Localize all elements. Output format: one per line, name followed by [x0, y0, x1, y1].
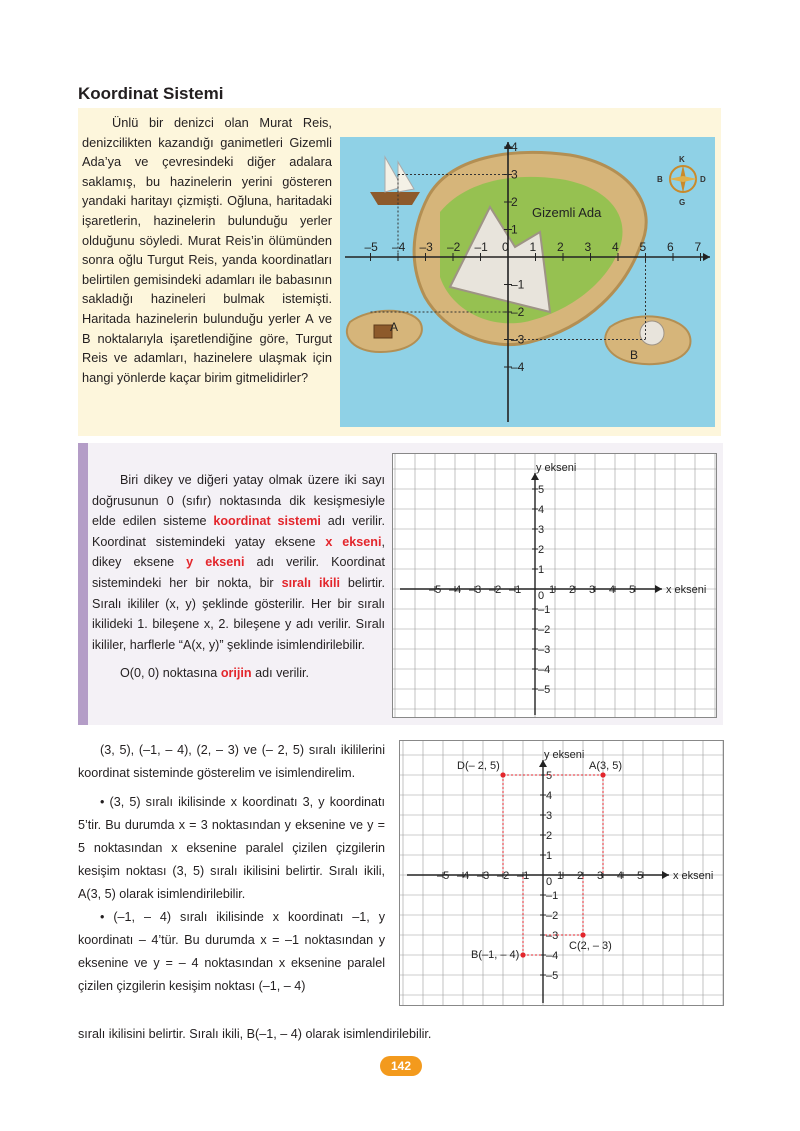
map-x-tick-label: –1 — [474, 240, 488, 254]
y-tick-label: 3 — [546, 810, 553, 822]
map-x-tick-label: –4 — [392, 240, 406, 254]
y-tick-label: –1 — [538, 604, 551, 616]
point-label: B(–1, – 4) — [471, 949, 520, 961]
x-tick-label: –5 — [429, 584, 442, 596]
map-y-tick-label: 2 — [511, 195, 518, 209]
map-y-tick-label: –4 — [511, 360, 525, 374]
y-tick-label: –4 — [538, 664, 551, 676]
term-sirali-ikili: sıralı ikili — [281, 575, 340, 590]
x-axis-label: x ekseni — [673, 870, 714, 882]
y-axis-label: y ekseni — [536, 462, 577, 474]
y-tick-label: –5 — [538, 684, 551, 696]
y-tick-label: –5 — [546, 970, 559, 982]
x-tick-label: 3 — [589, 584, 596, 596]
x-tick-label: 3 — [597, 870, 604, 882]
map-y-tick-label: –1 — [511, 277, 525, 292]
map-x-tick-label: 1 — [529, 240, 537, 254]
island-label: Gizemli Ada — [532, 205, 602, 220]
data-point — [600, 772, 605, 777]
coordinate-grid-1 — [392, 453, 717, 718]
y-tick-label: 1 — [546, 850, 553, 862]
x-tick-label: –4 — [449, 584, 462, 596]
term-x-ekseni: x ekseni — [325, 534, 382, 549]
x-tick-label: –5 — [437, 870, 450, 882]
term-koordinat-sistemi: koordinat sistemi — [213, 514, 321, 529]
x-tick-label: 5 — [637, 870, 644, 882]
y-tick-label: 5 — [538, 484, 545, 496]
treasure-map — [340, 137, 715, 427]
map-y-tick-label: 3 — [511, 167, 518, 182]
map-point-b: B — [630, 348, 639, 362]
story-text: Ünlü bir denizci olan Murat Reis, denizcilikten kazandığı ganimetleri Gizemli Ada’ya ve çevresindeki diğer adalara saklamış, bu hazinelerin yerini gösteren yandaki haritayı çizmişti. Oğluna, haritadaki işaretlerin, hazinelerin bulunduğu yerler olduğunu söyledi. Murat Reis’in ölümünden sonra oğlu Turgut Reis, yanda koordinatları belirtilen gemisindeki adamları ile babasının sakladığı hazineleri bulmak istemişti. Haritada hazinelerin bulunduğu yerler A ve B noktalarıyla işaretlendiğine göre, Turgut Reis ve adamları, hazinelere ulaşmak için hangi yönlerde kaçar birim gitmelidirler? — [82, 115, 332, 385]
page-title: Koordinat Sistemi — [78, 84, 224, 103]
map-y-tick-label: 1 — [511, 222, 518, 237]
map-x-tick-label: 2 — [557, 240, 564, 254]
svg-text:K: K — [679, 155, 685, 164]
map-x-tick-label: –2 — [447, 240, 461, 254]
term-orijin: orijin — [220, 666, 252, 681]
x-axis-arrow — [662, 871, 669, 879]
definition-text: Biri dikey ve diğeri yatay olmak üzere iki sayı doğrusunun 0 (sıfır) noktasında dik kesişmesiyle elde edilen sisteme koordinat sistemi adı verilir. Koordinat sistemindeki yatay eksene x ekseni, dikey eksene y ekseni adı verilir. Koordinat sistemindeki her bir nokta, bir sıralı ikili belirtir. Sıralı ikililer (x, y) şeklinde gösterilir. Her bir sıralı ikilideki 1. bileşene x, 2. bileşene y adı verilir. Sıralı ikililer, harflerle “A(x, y)” şeklinde isimlendirilebilir. O(0, 0) noktasına orijin adı verilir. — [92, 473, 386, 681]
x-tick-label: 0 — [546, 876, 553, 888]
x-tick-label: 4 — [617, 870, 624, 882]
y-axis-arrow — [531, 473, 539, 480]
x-tick-label: 1 — [557, 870, 564, 882]
map-y-tick-label: –2 — [511, 305, 525, 319]
coordinate-grid-2 — [399, 740, 724, 1006]
map-x-tick-label: 6 — [667, 240, 674, 254]
x-tick-label: 5 — [629, 584, 636, 596]
y-tick-label: 3 — [538, 524, 545, 536]
data-point — [520, 952, 525, 957]
map-x-tick-label: 3 — [584, 240, 592, 254]
x-tick-label: –1 — [517, 870, 530, 882]
x-tick-label: 4 — [609, 584, 616, 596]
point-label: C(2, – 3) — [569, 940, 612, 952]
x-tick-label: –3 — [477, 870, 490, 882]
y-tick-label: 5 — [546, 770, 553, 782]
x-tick-label: –3 — [469, 584, 482, 596]
point-label: A(3, 5) — [589, 760, 623, 772]
x-tick-label: 1 — [549, 584, 556, 596]
skull-rock-icon — [640, 321, 664, 345]
map-x-tick-label: –3 — [419, 240, 433, 254]
svg-text:D: D — [700, 175, 706, 184]
y-axis-arrow — [539, 760, 547, 767]
x-tick-label: –4 — [457, 870, 470, 882]
x-axis-label: x ekseni — [666, 584, 707, 596]
map-x-tick-label: –5 — [364, 240, 378, 254]
svg-text:B: B — [657, 175, 663, 184]
example-text: (3, 5), (–1, – 4), (2, – 3) ve (– 2, 5) sıralı ikililerini koordinat sisteminde gösterelim ve isimlendirelim. • (3, 5) sıralı ikilisinde x koordinatı 3, y koordinatı 5’tir. Bu durumda x = 3 noktasından y eksenine ve y = 5 noktasından x eksenine paralel çizilen çizgilerin kesişim noktası (3, 5) sıralı ikilisini belirtir. Sıralı ikili, A(3, 5) olarak isimlendirilebilir. • (–1, – 4) sıralı ikilisinde x koordinatı –1, y koordinatı – 4’tür. Bu durumda x = –1 noktasından y eksenine ve y = – 4 noktasından x eksenine paralel çizilen çizgilerin kesişim noktası (–1, – 4) — [78, 743, 385, 993]
y-tick-label: 1 — [538, 564, 545, 576]
map-x-tick-label: 5 — [639, 240, 647, 254]
y-tick-label: –3 — [538, 644, 551, 656]
map-x-tick-label: 4 — [612, 240, 619, 254]
map-y-tick-label: 4 — [511, 140, 518, 154]
x-tick-label: 2 — [577, 870, 584, 882]
y-tick-label: 4 — [546, 790, 553, 802]
map-x-tick-label: 7 — [694, 240, 702, 254]
y-tick-label: 2 — [546, 830, 553, 842]
y-tick-label: –1 — [546, 890, 559, 902]
map-point-a: A — [390, 320, 399, 334]
x-tick-label: –2 — [489, 584, 502, 596]
page-number: 142 — [380, 1056, 422, 1076]
svg-text:G: G — [679, 198, 686, 207]
example-last-line: sıralı ikilisini belirtir. Sıralı ikili, B(–1, – 4) olarak isimlendirilebilir. — [78, 1027, 432, 1041]
x-tick-label: –1 — [509, 584, 522, 596]
y-tick-label: –2 — [538, 624, 551, 636]
y-tick-label: –3 — [546, 930, 559, 942]
data-point — [580, 932, 585, 937]
y-tick-label: 2 — [538, 544, 545, 556]
map-y-tick-label: –3 — [511, 332, 525, 347]
y-axis-label: y ekseni — [544, 749, 585, 761]
x-tick-label: 0 — [538, 590, 545, 602]
x-axis-arrow — [655, 585, 662, 593]
map-x-tick-label: 0 — [502, 240, 509, 254]
x-tick-label: 2 — [569, 584, 576, 596]
point-label: D(– 2, 5) — [457, 760, 500, 772]
y-tick-label: –2 — [546, 910, 559, 922]
x-tick-label: –2 — [497, 870, 510, 882]
y-tick-label: 4 — [538, 504, 545, 516]
y-tick-label: –4 — [546, 950, 559, 962]
term-y-ekseni: y ekseni — [186, 555, 245, 570]
data-point — [500, 772, 505, 777]
